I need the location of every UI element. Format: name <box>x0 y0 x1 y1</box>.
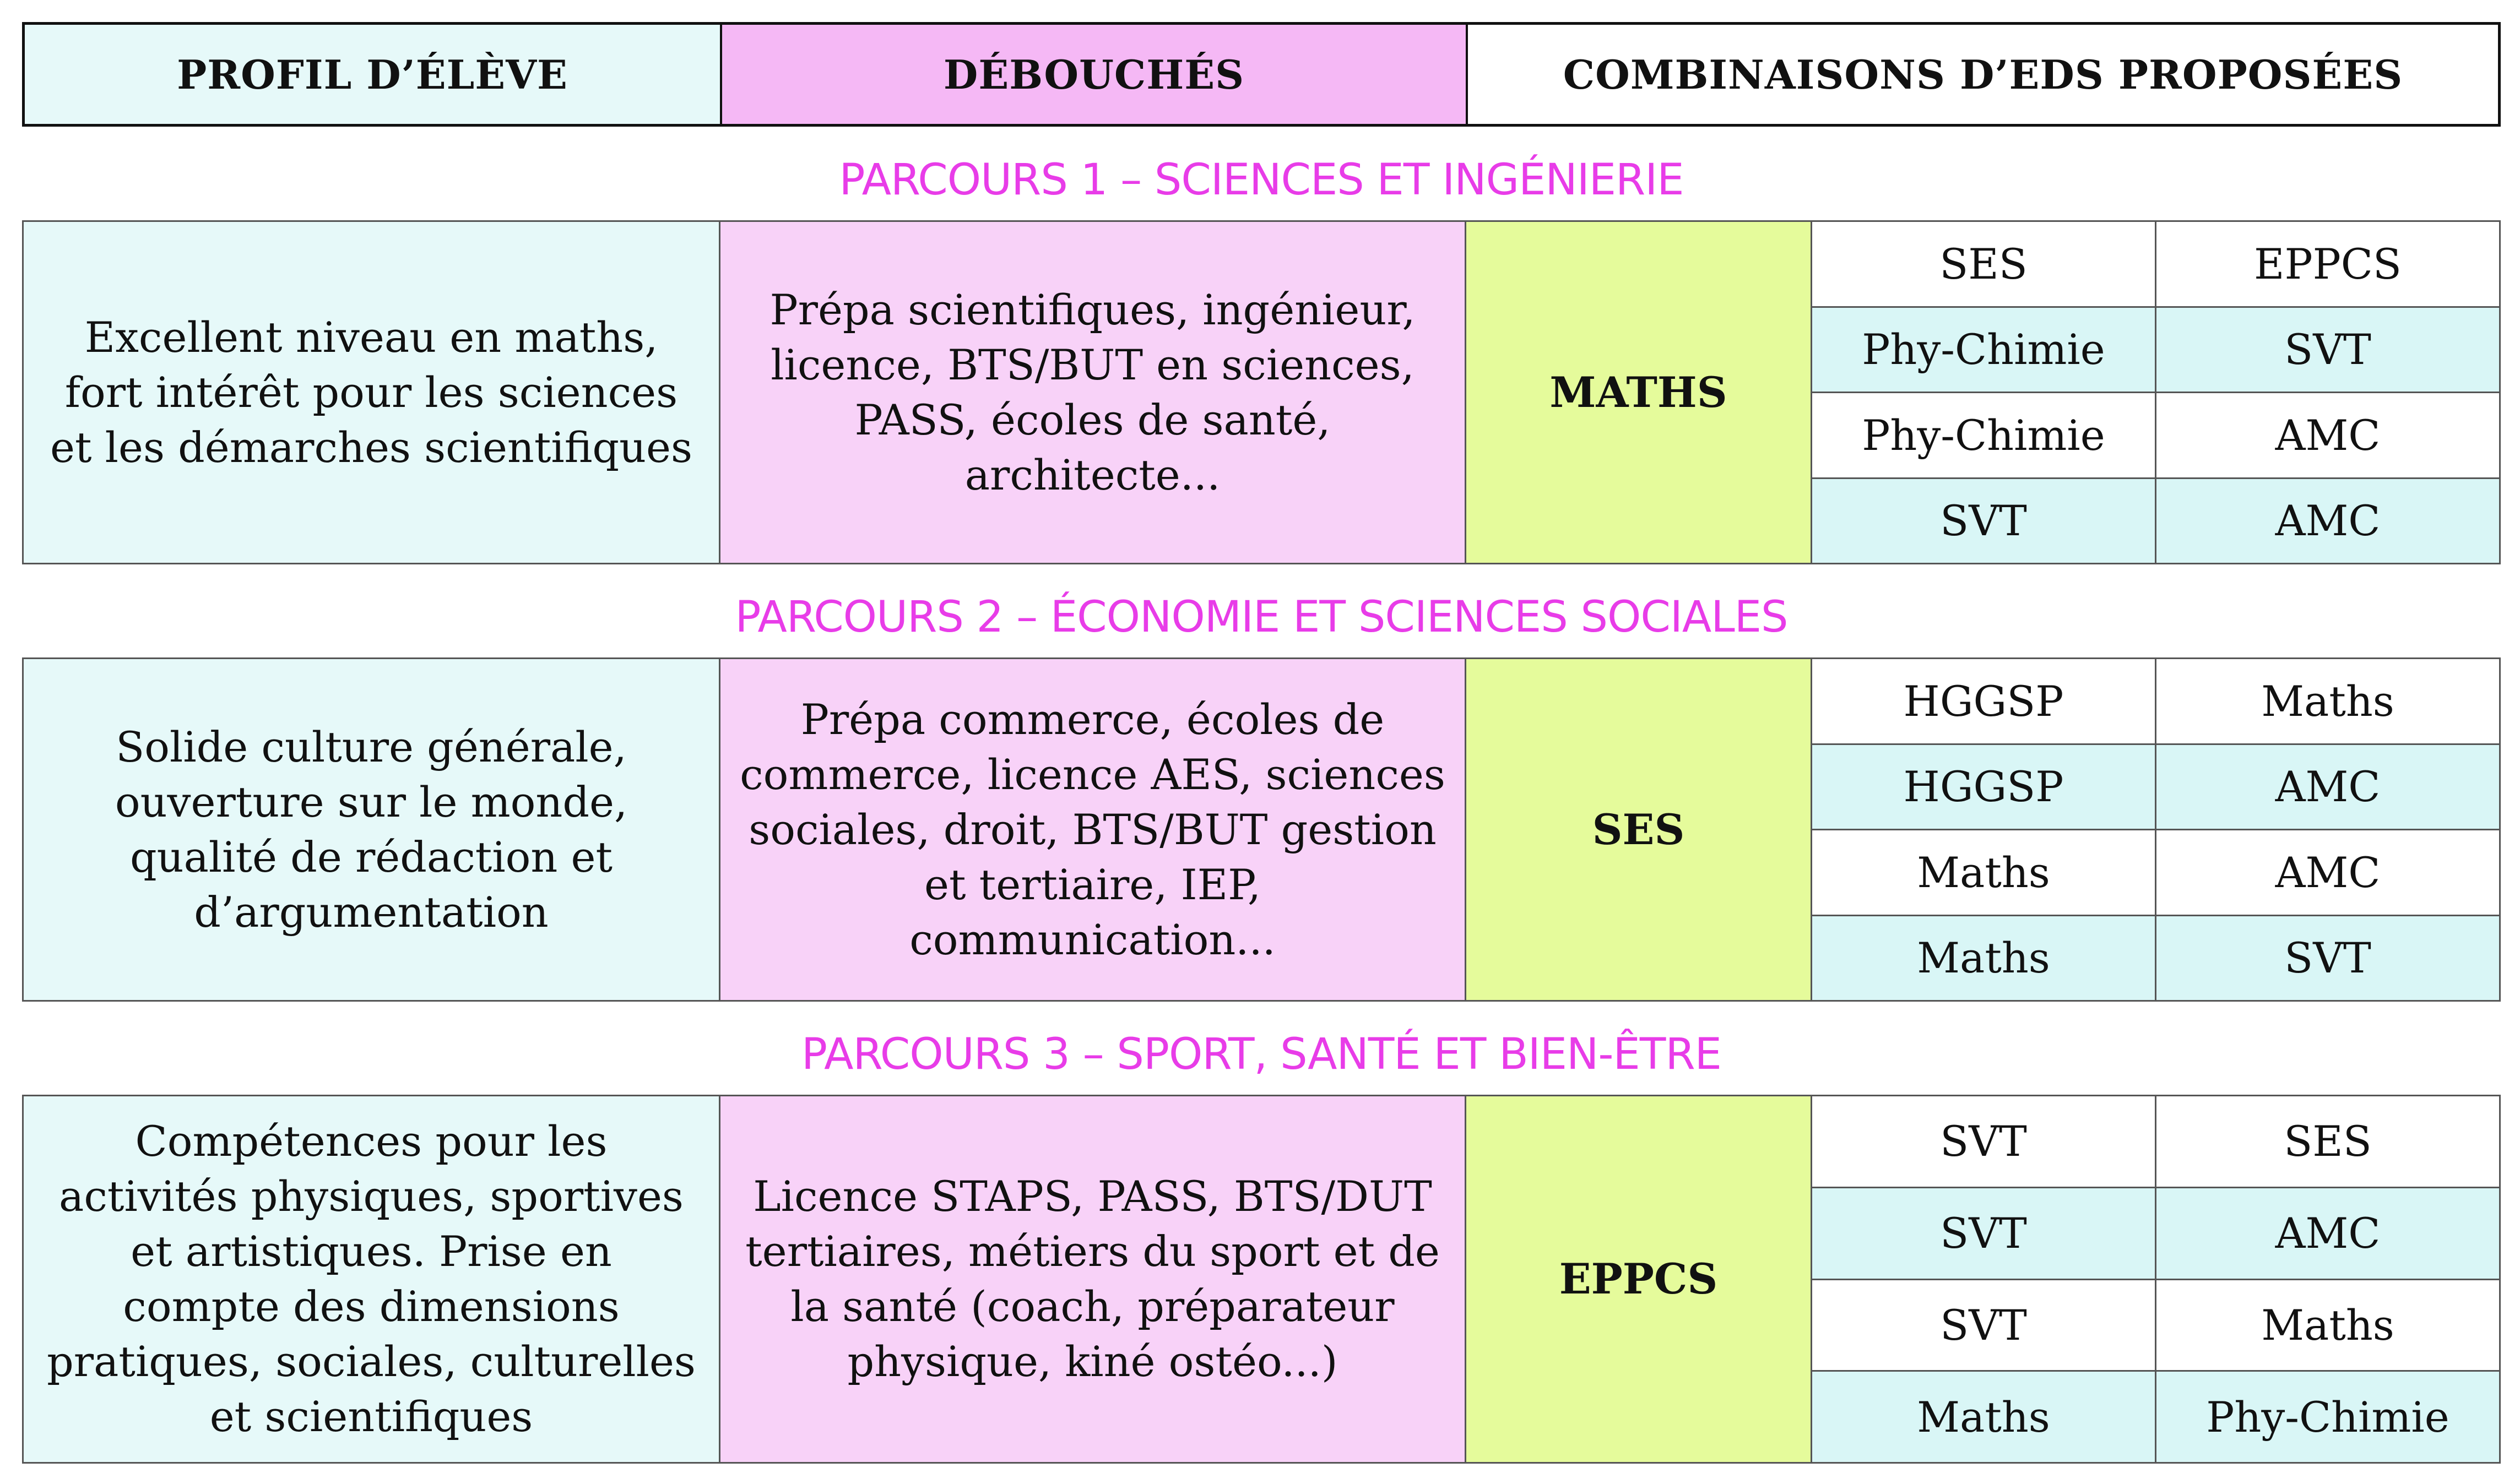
parcours-3-block <box>22 1095 2501 1464</box>
parcours-2-eds: SES <box>1465 659 1811 1000</box>
combo-eds: HGGSP <box>1903 676 2064 726</box>
combo-eds: SVT <box>1940 496 2027 546</box>
combo-eds: SES <box>1939 239 2028 289</box>
combo-eds: Maths <box>2155 659 2499 743</box>
combo-eds: SVT <box>2155 308 2499 392</box>
combo-row <box>1812 477 2499 563</box>
parcours-3-title: PARCOURS 3 – SPORT, SANTÉ ET BIEN-ÊTRE <box>801 1030 1721 1079</box>
parcours-2-profil: Solide culture générale, ouverture sur le monde, qualité de rédaction et d’argumentation <box>24 659 719 1000</box>
parcours-2-block <box>22 657 2501 1002</box>
combo-row <box>1812 222 2499 306</box>
parcours-1-block <box>22 220 2501 564</box>
combo-row <box>1812 915 2499 1001</box>
combo-eds: Phy-Chimie <box>2155 1372 2499 1462</box>
combo-row <box>1812 306 2499 392</box>
combo-eds: SVT <box>1940 1117 2027 1166</box>
combo-row <box>1812 1096 2499 1187</box>
combo-row <box>1812 1187 2499 1279</box>
parcours-3-eds: EPPCS <box>1465 1096 1811 1462</box>
combo-eds: HGGSP <box>1903 762 2064 812</box>
combo-eds: SES <box>2155 1096 2499 1187</box>
combo-eds: AMC <box>2155 1188 2499 1279</box>
parcours-1-combinaisons <box>1811 222 2499 563</box>
parcours-1-title: PARCOURS 1 – SCIENCES ET INGÉNIERIE <box>839 155 1684 205</box>
combo-eds: Maths <box>1917 933 2050 983</box>
combo-row <box>1812 392 2499 477</box>
header-combinaisons: COMBINAISONS D’EDS PROPOSÉES <box>1466 25 2498 124</box>
combo-eds: SVT <box>1940 1300 2027 1350</box>
combo-row <box>1812 659 2499 743</box>
combo-eds: AMC <box>2155 745 2499 829</box>
combo-row <box>1812 829 2499 915</box>
parcours-3-combinaisons <box>1811 1096 2499 1462</box>
parcours-1-debouches: Prépa scientifiques, ingénieur, licence, BTS/BUT en sciences, PASS, écoles de santé, architecte... <box>719 222 1465 563</box>
combo-row <box>1812 1279 2499 1371</box>
parcours-2-title: PARCOURS 2 – ÉCONOMIE ET SCIENCES SOCIALES <box>735 592 1788 642</box>
parcours-3-profil: Compétences pour les activités physiques, sportives et artistiques. Prise en compte des dimensions pratiques, sociales, culturelles et scientifiques <box>24 1096 719 1462</box>
combo-eds: AMC <box>2155 830 2499 915</box>
combo-eds: AMC <box>2155 479 2499 563</box>
combo-eds: Phy-Chimie <box>1862 410 2105 460</box>
parcours-3-debouches: Licence STAPS, PASS, BTS/DUT tertiaires, métiers du sport et de la santé (coach, préparateur physique, kiné ostéo...) <box>719 1096 1465 1462</box>
parcours-1-profil: Excellent niveau en maths, fort intérêt pour les sciences et les démarches scientifiques <box>24 222 719 563</box>
header-debouches: DÉBOUCHÉS <box>720 25 1466 124</box>
parcours-1-eds: MATHS <box>1465 222 1811 563</box>
combo-eds: Maths <box>1917 847 2050 897</box>
combo-eds: SVT <box>1940 1209 2027 1258</box>
parcours-2-debouches: Prépa commerce, écoles de commerce, licence AES, sciences sociales, droit, BTS/BUT gestion et tertiaire, IEP, communication... <box>719 659 1465 1000</box>
header-profil: PROFIL D’ÉLÈVE <box>25 25 720 124</box>
combo-eds: Maths <box>2155 1280 2499 1371</box>
table-header <box>22 22 2501 127</box>
combo-eds: AMC <box>2155 393 2499 477</box>
combo-eds: Phy-Chimie <box>1862 325 2105 374</box>
combo-eds: Maths <box>1917 1392 2050 1442</box>
combo-row <box>1812 1370 2499 1462</box>
combo-eds: SVT <box>2155 916 2499 1001</box>
combo-eds: EPPCS <box>2155 222 2499 306</box>
parcours-2-combinaisons <box>1811 659 2499 1000</box>
combo-row <box>1812 743 2499 829</box>
